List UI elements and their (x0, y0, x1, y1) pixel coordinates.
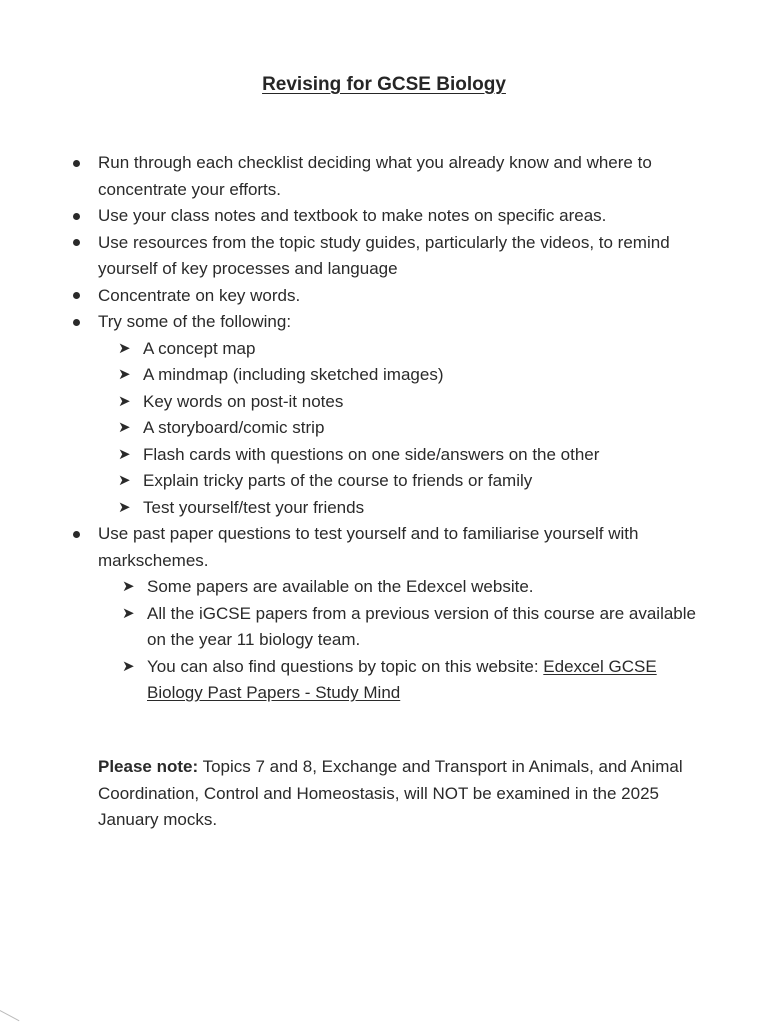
sub-list-item (98, 389, 710, 416)
bullet-icon (73, 319, 80, 326)
list-item-text: Concentrate on key words. (98, 285, 301, 305)
note-label: Please note: (98, 757, 199, 776)
sub-list-item (98, 442, 710, 469)
sub-list-item (98, 654, 710, 707)
sub-list-item-text: Test yourself/test your friends (143, 497, 365, 517)
sub-list-item (98, 574, 710, 601)
sub-list-item-text: Explain tricky parts of the course to friends or family (143, 471, 533, 490)
arrowhead-right-icon: ➤ (118, 339, 131, 357)
list-item (70, 150, 710, 203)
sub-list-item (98, 336, 710, 363)
arrowhead-right-icon: ➤ (118, 366, 131, 383)
note-text: Topics 7 and 8, Exchange and Transport in Animals, and Animal Coordination, Control and Homeostasis, will NOT be examined in the 2025 January mocks. (98, 757, 683, 829)
scan-edge-mark (0, 1010, 19, 1021)
sub-list-item-text: You can also find questions by topic on this website: (147, 656, 544, 676)
bullet-icon (73, 239, 80, 246)
list-item-text: Use resources from the topic study guides, particularly the videos, to remind yourself of key processes and language (98, 232, 670, 278)
sub-list-item (98, 362, 710, 389)
list-item (70, 521, 710, 707)
list-item (70, 309, 710, 521)
page-title: Revising for GCSE Biology (262, 74, 506, 95)
arrowhead-right-icon: ➤ (118, 498, 131, 516)
sub-list-item (98, 495, 710, 522)
bullet-icon (73, 531, 80, 538)
sub-list-item (98, 415, 710, 442)
list-item-text: Use past paper questions to test yourself and to familiarise yourself with markschemes. (98, 524, 639, 570)
bullet-icon (73, 292, 80, 299)
bullet-icon (73, 160, 80, 167)
list-item (70, 203, 710, 230)
sub-list-item-text: A storyboard/comic strip (143, 418, 325, 437)
bullet-icon (73, 213, 80, 220)
arrowhead-right-icon: ➤ (122, 604, 135, 622)
please-note-paragraph (98, 754, 708, 834)
sub-list-item-text: A mindmap (including sketched images) (143, 365, 444, 384)
list-item (70, 283, 710, 310)
list-item (70, 230, 710, 283)
sub-list-item (98, 601, 710, 654)
past-papers-list (98, 574, 710, 707)
list-item-text: Try some of the following: (98, 312, 292, 331)
sub-list-item-text: Flash cards with questions on one side/answers on the other (143, 444, 600, 464)
list-item-text: Use your class notes and textbook to make notes on specific areas. (98, 206, 607, 225)
list-item-text: Run through each checklist deciding what you already know and where to concentrate your efforts. (98, 153, 652, 199)
sub-list-item-text: A concept map (143, 338, 256, 358)
arrowhead-right-icon: ➤ (118, 472, 131, 489)
arrowhead-right-icon: ➤ (122, 578, 135, 595)
arrowhead-right-icon: ➤ (118, 419, 131, 436)
study-mind-link[interactable]: Edexcel GCSE Biology Past Papers - Study Mind (147, 656, 657, 702)
sub-list-item-text: Key words on post-it notes (143, 391, 344, 411)
arrowhead-right-icon: ➤ (118, 445, 131, 463)
sub-list-item-text: Some papers are available on the Edexcel website. (147, 577, 534, 596)
revision-tips-list (70, 150, 710, 707)
try-options-list (98, 336, 710, 522)
sub-list-item (98, 468, 710, 495)
arrowhead-right-icon: ➤ (118, 392, 131, 410)
arrowhead-right-icon: ➤ (122, 657, 135, 675)
sub-list-item-text: All the iGCSE papers from a previous version of this course are available on the year 11 biology team. (147, 603, 696, 649)
